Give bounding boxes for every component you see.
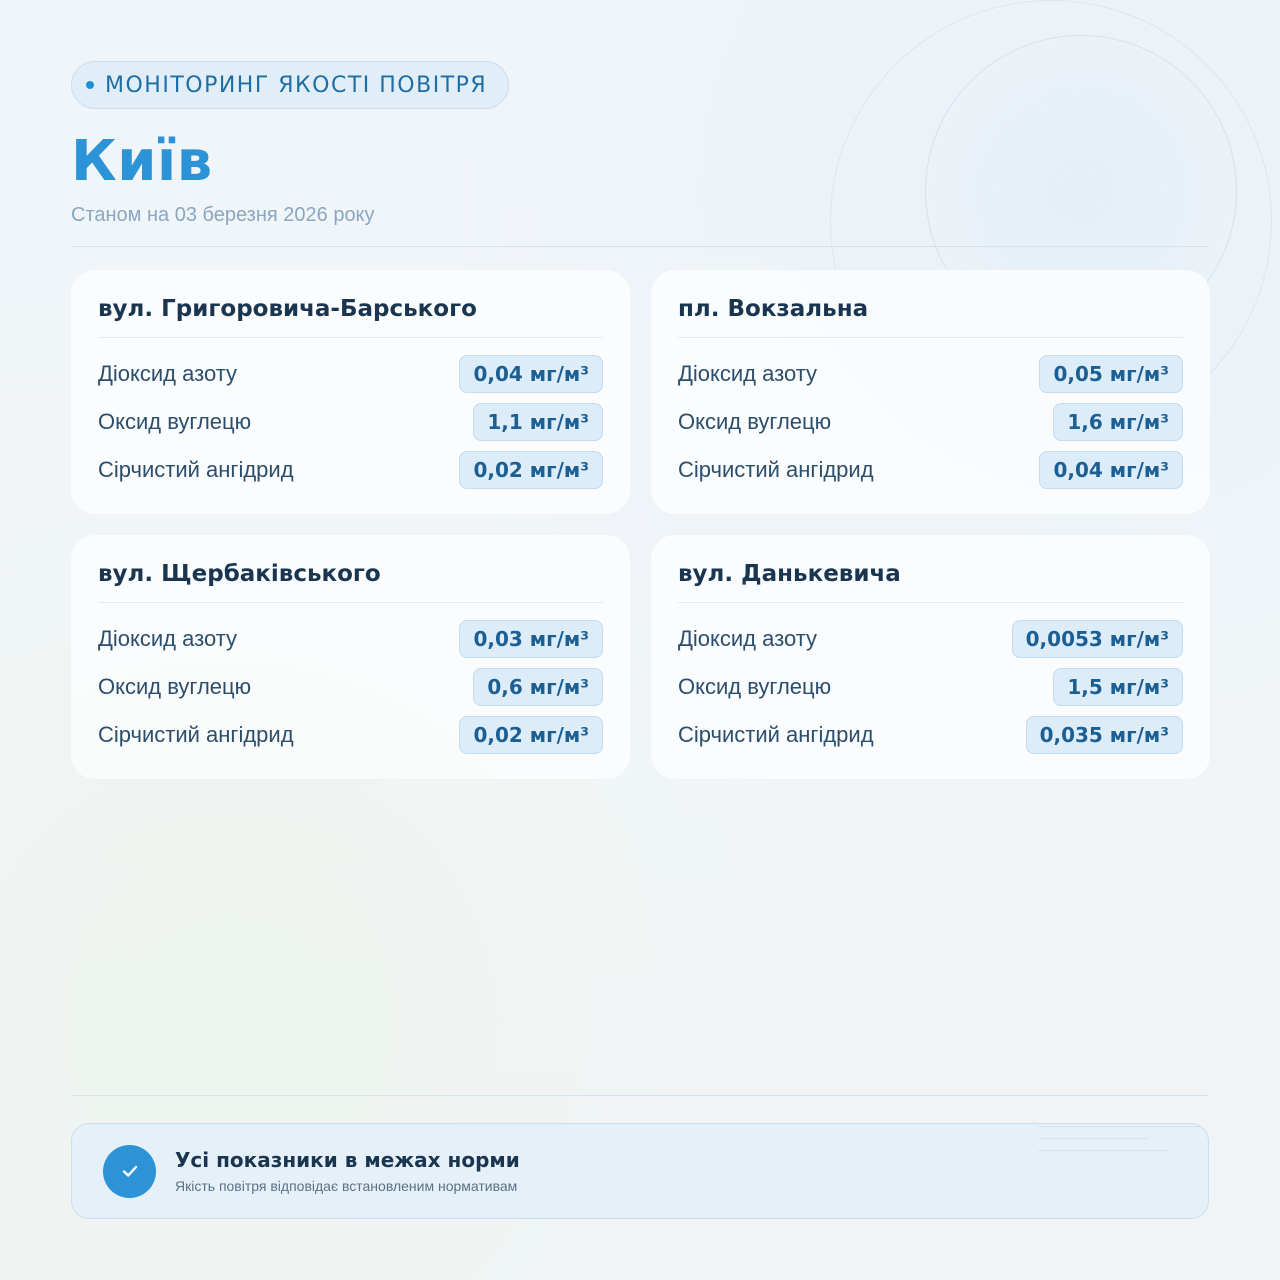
- metric-label: Сірчистий ангідрид: [98, 722, 294, 747]
- metric-label: Діоксид азоту: [678, 626, 818, 651]
- metric-value-badge: 0,03 мг/м³: [459, 620, 603, 658]
- metric-label: Сірчистий ангідрид: [678, 722, 874, 747]
- metric-row-no2: [98, 354, 603, 394]
- station-card: [651, 535, 1210, 779]
- metric-value-badge: 0,6 мг/м³: [473, 668, 603, 706]
- metric-value-badge: 0,035 мг/м³: [1026, 716, 1183, 754]
- card-divider: [678, 602, 1183, 603]
- station-name: пл. Вокзальна: [678, 296, 869, 322]
- status-banner: [71, 1123, 1209, 1219]
- metric-value-badge: 1,1 мг/м³: [473, 403, 603, 441]
- metric-label: Сірчистий ангідрид: [678, 457, 874, 482]
- metric-row-no2: [98, 619, 603, 659]
- metric-label: Діоксид азоту: [678, 361, 818, 386]
- metric-row-co: [678, 402, 1183, 442]
- status-title: Усі показники в межах норми: [175, 1148, 520, 1172]
- metric-value-badge: 1,6 мг/м³: [1053, 403, 1183, 441]
- metric-row-so2: [98, 715, 603, 755]
- metric-row-so2: [678, 450, 1183, 490]
- metric-value-badge: 1,5 мг/м³: [1053, 668, 1183, 706]
- metric-value-badge: 0,04 мг/м³: [1039, 451, 1183, 489]
- header-divider: [71, 246, 1209, 247]
- metric-row-no2: [678, 619, 1183, 659]
- metric-value-badge: 0,02 мг/м³: [459, 716, 603, 754]
- metric-row-co: [98, 402, 603, 442]
- card-divider: [98, 337, 603, 338]
- decorative-lines: [1038, 1123, 1208, 1174]
- status-subtitle: Якість повітря відповідає встановленим нормативам: [175, 1178, 518, 1194]
- metric-label: Оксид вуглецю: [678, 674, 832, 699]
- eyebrow-label: МОНІТОРИНГ ЯКОСТІ ПОВІТРЯ: [105, 72, 488, 98]
- metric-label: Оксид вуглецю: [98, 409, 252, 434]
- status-text-block: [175, 1148, 520, 1194]
- check-icon: [103, 1145, 156, 1198]
- page-title: Київ: [71, 129, 213, 194]
- metric-value-badge: 0,05 мг/м³: [1039, 355, 1183, 393]
- footer-divider: [71, 1095, 1209, 1096]
- metric-value-badge: 0,0053 мг/м³: [1012, 620, 1183, 658]
- metric-value-badge: 0,02 мг/м³: [459, 451, 603, 489]
- station-name: вул. Щербаківського: [98, 561, 381, 587]
- metric-label: Діоксид азоту: [98, 361, 238, 386]
- metric-value-badge: 0,04 мг/м³: [459, 355, 603, 393]
- card-divider: [678, 337, 1183, 338]
- station-card: [71, 270, 630, 514]
- metric-label: Оксид вуглецю: [678, 409, 832, 434]
- card-divider: [98, 602, 603, 603]
- section-eyebrow-badge: [71, 61, 509, 109]
- metric-row-co: [98, 667, 603, 707]
- metric-row-co: [678, 667, 1183, 707]
- metric-row-no2: [678, 354, 1183, 394]
- metric-label: Діоксид азоту: [98, 626, 238, 651]
- bullet-dot-icon: [86, 81, 94, 89]
- station-card: [651, 270, 1210, 514]
- station-name: вул. Данькевича: [678, 561, 901, 587]
- metric-label: Оксид вуглецю: [98, 674, 252, 699]
- metric-row-so2: [98, 450, 603, 490]
- station-name: вул. Григоровича-Барського: [98, 296, 477, 322]
- metric-label: Сірчистий ангідрид: [98, 457, 294, 482]
- report-date: Станом на 03 березня 2026 року: [71, 204, 375, 226]
- metric-row-so2: [678, 715, 1183, 755]
- station-card: [71, 535, 630, 779]
